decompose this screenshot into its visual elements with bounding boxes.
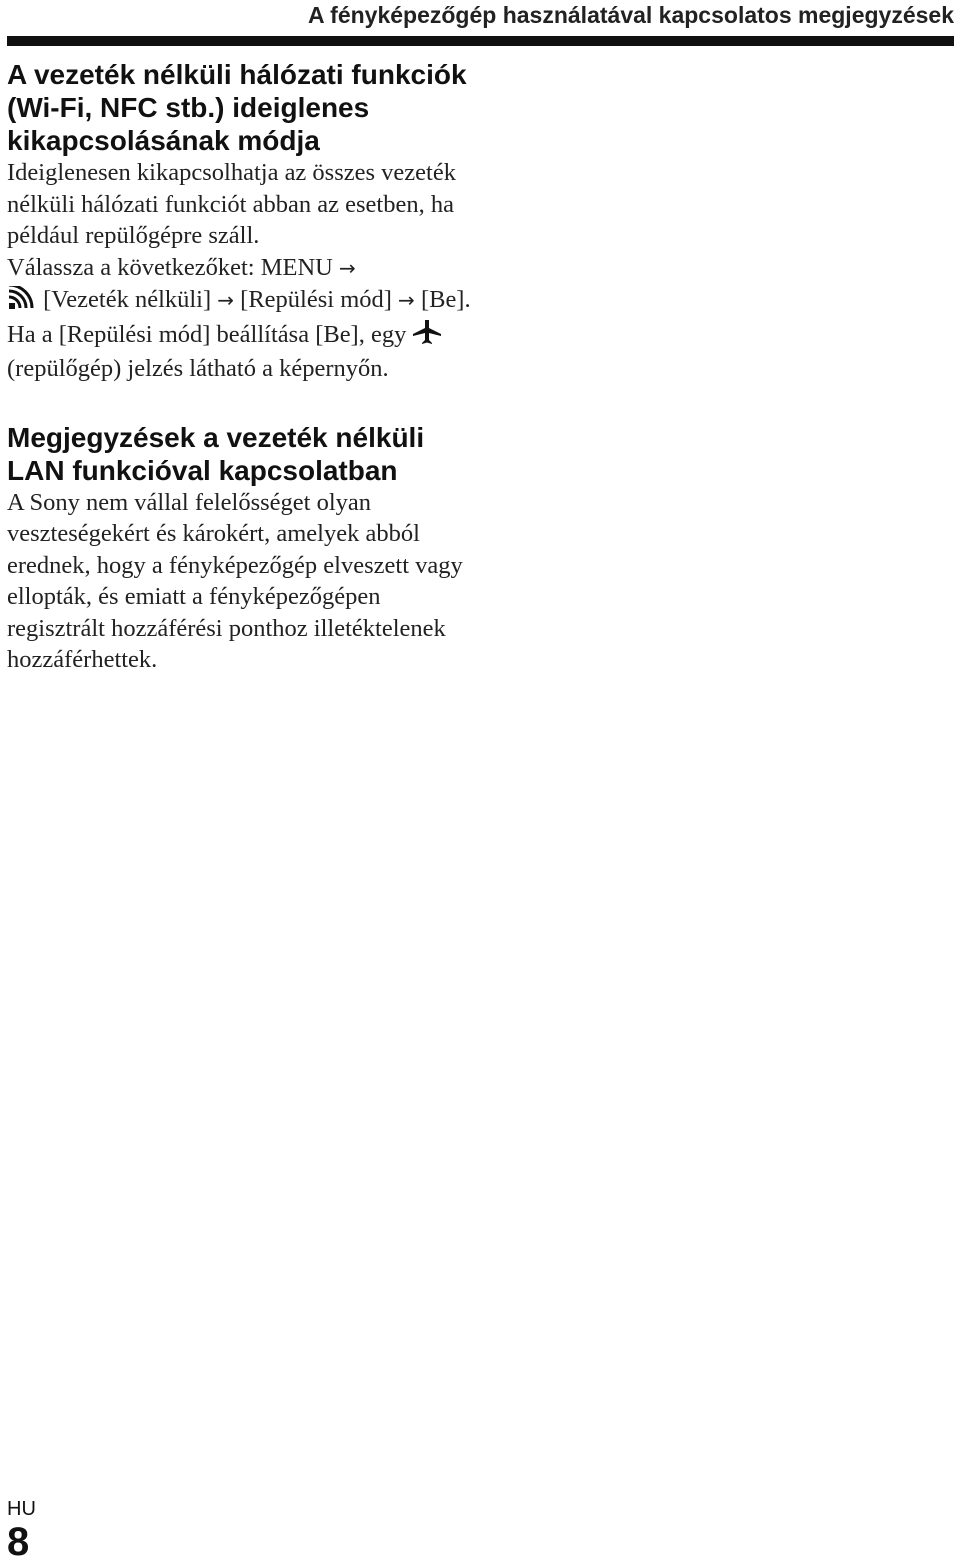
arrow-icon: →	[217, 288, 235, 312]
paragraph-instruction	[7, 252, 477, 319]
menu-item-flight-mode: [Repülési mód]	[240, 286, 392, 313]
wireless-signal-icon	[7, 286, 37, 319]
section-airplane-mode	[7, 58, 477, 385]
note-part-one: Ha a [Repülési mód] beállítása [Be], egy	[7, 320, 407, 348]
instruction-intro: Válassza a következőket: MENU	[7, 253, 333, 281]
airplane-icon	[412, 319, 442, 354]
arrow-icon: →	[398, 288, 415, 312]
paragraph-flight-mode-note	[7, 319, 477, 385]
paragraph-airplane-intro: Ideiglenesen kikapcsolhatja az összes vezeték nélküli hálózati funkciót abban az esetben, ha például repülőgépre száll.	[7, 159, 456, 249]
page-footer	[7, 1498, 36, 1564]
page-number: 8	[7, 1520, 30, 1564]
menu-item-on: [Be].	[420, 286, 471, 313]
language-code: HU	[7, 1498, 36, 1520]
section-heading-wireless-lan: Megjegyzések a vezeték nélküli LAN funkcióval kapcsolatban	[7, 421, 425, 486]
section-heading-airplane-mode: A vezeték nélküli hálózati funkciók (Wi-Fi, NFC stb.) ideiglenes kikapcsolásának módja	[7, 59, 467, 156]
page-content	[7, 58, 477, 676]
section-wireless-lan-notes	[7, 421, 477, 676]
menu-item-wireless: [Vezeték nélküli]	[43, 286, 212, 313]
paragraph-wireless-lan: A Sony nem vállal felelősséget olyan veszteségekért és károkért, amelyek abból erednek, hogy a fényképezőgép elveszett vagy ellopták, és emiatt a fényképezőgépen regisztrált hozzáférési ponthoz illetéktelenek hozzáférhettek.	[7, 488, 463, 673]
note-part-two: (repülőgép) jelzés látható a képernyőn.	[7, 355, 389, 382]
header-rule	[7, 36, 954, 46]
running-header: A fényképezőgép használatával kapcsolatos megjegyzések	[308, 2, 954, 28]
arrow-icon: →	[339, 255, 356, 280]
